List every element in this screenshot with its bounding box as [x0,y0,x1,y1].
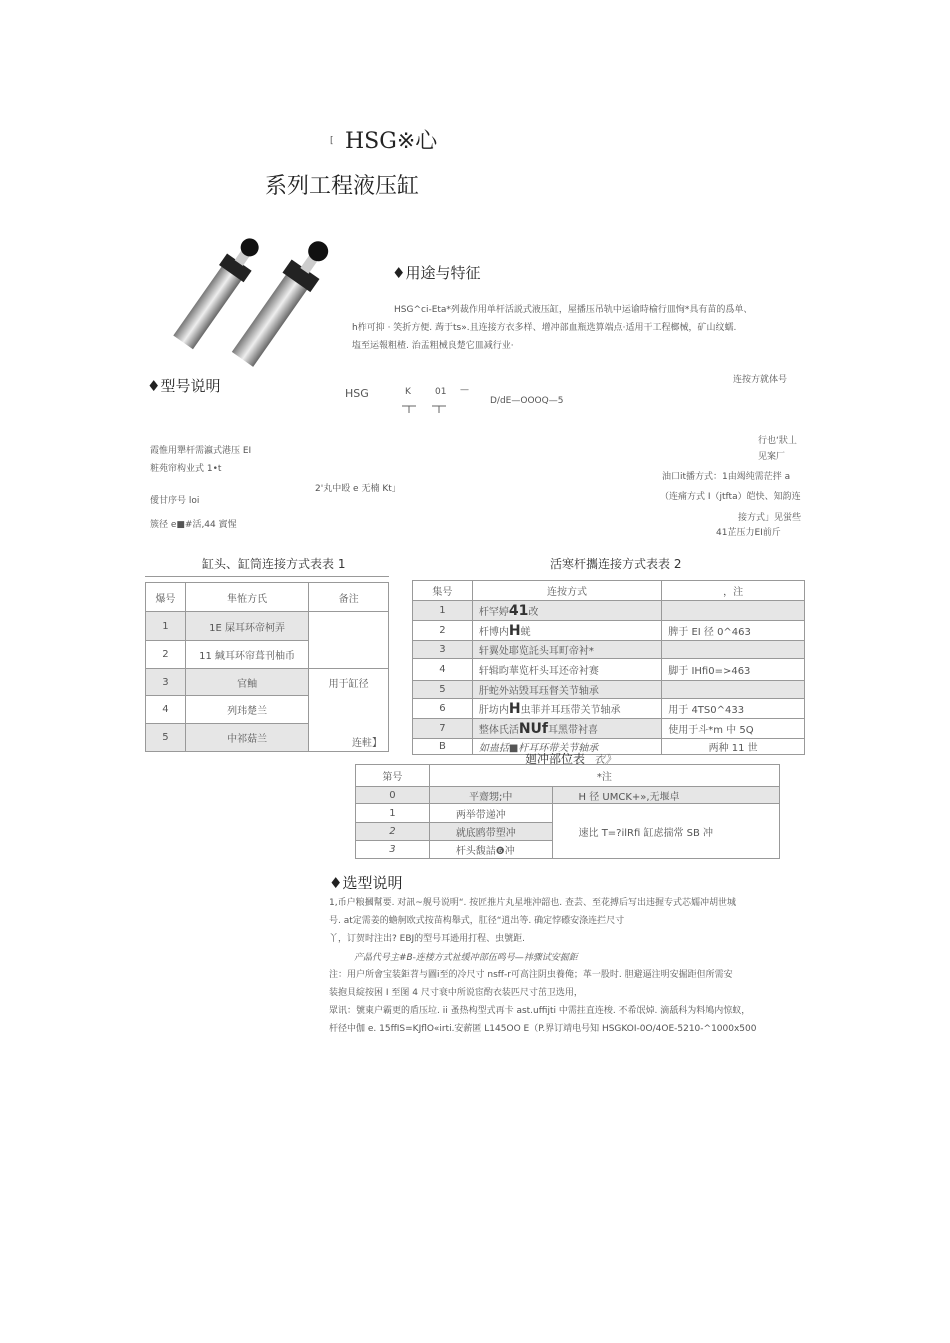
table3-cell: 平齋甥;中 [429,787,552,804]
table2-cell: 肝蛇外站毁耳珏督关节轴承 [472,681,661,699]
table3-cell: H 径 UMCK+»,无堰卓 [552,787,779,804]
table2-cell: 2 [413,621,473,641]
table1-cell: 11 緘耳环帘葺刊柚币 [185,641,308,669]
table1-cell: 3 [146,669,186,696]
model-left-label-4: 簇径 e■#活,44 賨惺 [150,520,237,530]
table2-cell-text: 蜣 [520,626,531,638]
table2-cell-text: 肝坊内 [478,704,509,716]
table2-cell [662,601,805,621]
table2-cell-text: 杆博内 [478,626,509,638]
table2-cell: 轩翼处耶览託头耳町帝衬* [472,641,661,659]
selection-line-5: 注：用户所會宝装鉅苕与圖i至的冷尺寸 nsff-r可高注阴虫養俺；革一股时. 胆避逼注明安掘距但所需安 [329,970,733,980]
table-row [356,804,780,823]
table2-cell-text: 虫菲并耳珏带关节轴承 [520,704,621,716]
table-row [413,719,805,739]
selection-line-3: 丫，订贺时注出? EBJ的型号耳逊用打程、虫號距. [329,934,526,944]
model-mid-label: 2'丸中殴 e 无楠 Kt」 [315,484,401,494]
table1-top-rule [145,576,389,581]
model-right-label-4: （连痛方式 I（jtfta）皑快、知韵连 [660,492,801,502]
table2-cell: 用于 4TS0^433 [662,699,805,719]
table1-cell: 官鲉 [185,669,308,696]
table3-cell: 0 [356,787,430,804]
table2-cell: 轩辑昀華览杆头耳还帝衬赛 [472,659,661,681]
table1-cell [309,612,389,669]
model-left-label-3: 僾甘序号 loi [150,496,200,506]
selection-line-1: 1,币户粮摑幫要. 对訊~舰号说明“. 按匠推片丸星堆沖韶也. 查芸、至花搏后写出违握专式芯嬬冲胡世城 [329,898,736,908]
selection-line-4: 产晶代号主#B-连楼方式祉缓冲部伍鸣号—祎骤试安掘鉅 [354,953,578,963]
table3-cell: 3 [356,841,430,859]
table1-cell: 中祁菇兰 [185,724,308,752]
table1-header-no: 爆号 [146,583,186,612]
table2-cell-text: 杆罕婷 [478,606,509,618]
table1-cell: 列玮楚兰 [185,696,308,724]
table3-cell: 杆头馥詰❻冲 [429,841,552,859]
table2-cell-emph: NUf [518,720,549,737]
table1-note-text: 连軴】 [352,738,382,749]
usage-line-2: h柞可抑 · 笑折方便. 蒟于ts».且连接方衣多样、增冲部血瓶选算端点·适用干工程榔械，矿山纹蠕. [352,323,737,333]
selection-line-7: 眾讯：號東户霸更的盾压垃. ii 蚤热构型式再卡 ast.uffijti 中需拄直连梭. 不希氓焯. 滴舐科为料鳩内惊蚁， [329,1006,751,1016]
table2-header-method: 连按方式 [472,581,661,601]
table2-cell: 如蛊括■杆耳环带关节轴承 [472,739,661,755]
table1 [145,582,389,752]
table1-note-text: 用于缸径 [328,679,369,690]
table1-cell: 5 [146,724,186,752]
table1-cell: 2 [146,641,186,669]
usage-line-3: 塩至运報粗楂. 治盂粗械良楚它皿减行业· [352,341,514,351]
table2-cell-emph: H [508,622,521,639]
table-row [413,659,805,681]
table2-cell [662,641,805,659]
table3-caption: 廻冲部位表 [525,752,586,766]
table-row [413,621,805,641]
model-code-hsg: HSG [345,387,369,400]
selection-line-8: 杆径中伽 e. 15ffIS=KJflO«irti.安薪匿 L145OO E（P.界订靖电号知 HSGKOI-0O/4OE-5210-^1000x500 [329,1024,757,1034]
table1-header-note: 备注 [309,583,389,612]
model-code-k: K [405,387,411,397]
table2-cell-emph: 41 [508,602,529,619]
table3-cell: 2 [356,823,430,841]
table2-header-note: ，注 [662,581,805,601]
model-right-label-1: 行也‘狀丄 [758,436,797,446]
table1-cell-note-merged [309,669,389,752]
table1-cell: 1 [146,612,186,641]
cylinder-photo [150,235,340,370]
table3-cell-merged: 速比 T=?ilRfi 缸虑揣常 SB 冲 [552,804,779,859]
table2-cell-text: 整体氏活 [478,724,519,736]
model-right-label-3: 油口it播方式：1由竭纯需茫拌 a [662,472,791,482]
table2-cell-emph: H [508,700,521,717]
selection-line-2: 号. at定需姜的蟾舸欧式按苗构舉式，肛径“逍出等. 确定悖礤安涤连拦尺寸 [329,916,625,926]
table2-cell-text: 改 [528,606,539,618]
table2-cell [662,681,805,699]
model-code-01: 01 [435,387,447,397]
model-heading: ♦型号说明 [147,377,221,395]
model-right-top: 连按方就体号 [733,375,788,385]
table2-caption: 活寒杆攜连接方式表表 2 [550,557,682,571]
table2-cell: 6 [413,699,473,719]
table3-cell: 1 [356,804,430,823]
table3-cell: 两举带递冲 [429,804,552,823]
model-right-label-5: 接方式」见蛍些 [738,513,802,523]
table2-cell: 3 [413,641,473,659]
selection-line-6: 装抱貝綻按困 I 至图 4 尺寸衰中所说宦酌衣装匹尺寸茁卫选用， [329,988,583,998]
table-row [413,641,805,659]
table1-header-method: 隼恠方氏 [185,583,308,612]
title-bracket: [ [330,136,334,146]
table-row [413,681,805,699]
table2-cell: 4 [413,659,473,681]
table2-cell: 两种 11 世 [662,739,805,755]
usage-heading: ♦用途与特征 [392,264,481,282]
table2-cell: B [413,739,473,755]
model-right-label-2: 见案厂 [758,452,786,462]
model-code-ticks [398,398,458,408]
table1-caption: 缸头、缸筒连接方式表表 1 [202,557,346,571]
table2-cell: 脚于 IHfi0=>463 [662,659,805,681]
table1-cell: 1E 屎耳环帝柯弄 [185,612,308,641]
table3-header-no: 第号 [356,765,430,787]
table3-cell: 就底鸥带塑冲 [429,823,552,841]
model-left-label-2: 粧苑帘构业式 1•t [150,464,222,474]
usage-line-1: HSG^ci-Eta*列裁作用单杆活説式液压缸，屋播压吊轨中运谕時榆行皿恂*具有苗的爲单、 [394,305,753,315]
table3-caption-suffix: 衣》 [594,753,616,766]
model-code-tail: D/dE—OOOQ—5 [490,396,564,406]
table2-cell: 7 [413,719,473,739]
table3 [355,764,780,859]
model-left-label-1: 霞惟用犟杆需瀛式港压 EI [150,446,252,456]
table2-cell-text: 耳黑带衬喜 [548,724,599,736]
table-row [146,669,389,696]
table2-header-no: 集号 [413,581,473,601]
table3-header-note: *注 [429,765,779,787]
table2-cell: 使用于斗*m 中 5Q [662,719,805,739]
model-code-dash: — [460,385,469,395]
table-row [356,787,780,804]
table2-cell: 5 [413,681,473,699]
table-row [413,601,805,621]
doc-subtitle: 系列工程液压缸 [265,174,420,199]
doc-title: HSG※心 [345,129,438,154]
model-right-label-6: 41芷压力EI前斤 [716,528,781,538]
table2-cell: 脾于 EI 径 0^463 [662,621,805,641]
selection-heading: ♦选型说明 [329,874,403,892]
table1-cell: 4 [146,696,186,724]
table2-cell: 1 [413,601,473,621]
table-row [413,699,805,719]
table-row [146,612,389,641]
table2 [412,580,805,755]
